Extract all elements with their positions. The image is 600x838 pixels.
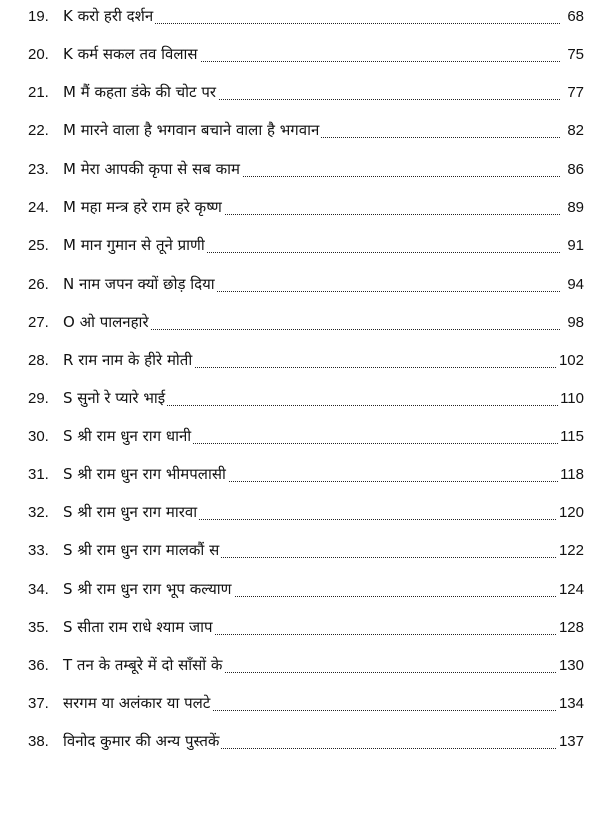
entry-number: 23. xyxy=(28,161,49,178)
entry-number: 21. xyxy=(28,84,49,101)
entry-number: 26. xyxy=(28,276,49,293)
entry-title: M मारने वाला है भगवान बचाने वाला है भगवान xyxy=(63,121,320,139)
entry-title: T तन के तम्बूरे में दो साँसों के xyxy=(63,656,223,674)
entry-title: M महा मन्त्र हरे राम हरे कृष्ण xyxy=(63,198,222,216)
toc-entry xyxy=(0,728,600,756)
entry-title: विनोद कुमार की अन्य पुस्तकें xyxy=(63,732,220,750)
entry-number: 36. xyxy=(28,657,49,674)
entry-title: N नाम जपन क्यों छोड़ दिया xyxy=(63,275,215,293)
entry-title: M मान गुमान से तूने प्राणी xyxy=(63,236,205,254)
entry-number: 33. xyxy=(28,542,49,559)
toc-entry xyxy=(0,499,600,527)
entry-number: 24. xyxy=(28,199,49,216)
toc-entry xyxy=(0,194,600,222)
toc-entry xyxy=(0,3,600,31)
entry-number: 34. xyxy=(28,581,49,598)
entry-number: 37. xyxy=(28,695,49,712)
entry-page-number: 122 xyxy=(558,542,584,559)
entry-page-number: 120 xyxy=(558,504,584,521)
entry-title: S श्री राम धुन राग मालकौं स xyxy=(63,541,220,559)
entry-page-number: 124 xyxy=(558,581,584,598)
entry-number: 35. xyxy=(28,619,49,636)
toc-entry xyxy=(0,385,600,413)
entry-number: 38. xyxy=(28,733,49,750)
entry-title: M मैं कहता डंके की चोट पर xyxy=(63,83,217,101)
entry-page-number: 128 xyxy=(558,619,584,636)
entry-page-number: 77 xyxy=(567,84,584,101)
entry-page-number: 118 xyxy=(560,466,584,483)
toc-entry xyxy=(0,309,600,337)
entry-page-number: 137 xyxy=(558,733,584,750)
entry-number: 27. xyxy=(28,314,49,331)
entry-number: 30. xyxy=(28,428,49,445)
entry-number: 28. xyxy=(28,352,49,369)
entry-title: K करो हरी दर्शन xyxy=(63,7,154,25)
entry-page-number: 98 xyxy=(567,314,584,331)
entry-title: S श्री राम धुन राग भीमपलासी xyxy=(63,465,226,483)
entry-number: 31. xyxy=(28,466,49,483)
toc-entry xyxy=(0,576,600,604)
toc-entry xyxy=(0,614,600,642)
toc-entry xyxy=(0,117,600,145)
toc-entry xyxy=(0,79,600,107)
toc-entry xyxy=(0,271,600,299)
entry-number: 19. xyxy=(28,8,49,25)
entry-number: 25. xyxy=(28,237,49,254)
toc-entry xyxy=(0,690,600,718)
entry-title: R राम नाम के हीरे मोती xyxy=(63,351,193,369)
entry-title: K कर्म सकल तव विलास xyxy=(63,45,198,63)
toc-entry xyxy=(0,537,600,565)
toc-entry xyxy=(0,423,600,451)
entry-number: 29. xyxy=(28,390,49,407)
entry-page-number: 82 xyxy=(567,122,584,139)
entry-page-number: 134 xyxy=(558,695,584,712)
entry-title: सरगम या अलंकार या पलटे xyxy=(63,694,211,712)
entry-title: S सुनो रे प्यारे भाई xyxy=(63,389,166,407)
toc-entry xyxy=(0,41,600,69)
entry-title: S श्री राम धुन राग मारवा xyxy=(63,503,198,521)
entry-page-number: 130 xyxy=(558,657,584,674)
entry-page-number: 115 xyxy=(560,428,584,445)
toc-entry xyxy=(0,156,600,184)
toc-entry xyxy=(0,232,600,260)
toc-entry xyxy=(0,347,600,375)
entry-page-number: 89 xyxy=(567,199,584,216)
entry-page-number: 75 xyxy=(567,46,584,63)
entry-title: O ओ पालनहारे xyxy=(63,313,149,331)
entry-title: S सीता राम राधे श्याम जाप xyxy=(63,618,213,636)
entry-page-number: 68 xyxy=(567,8,584,25)
entry-title: S श्री राम धुन राग भूप कल्याण xyxy=(63,580,232,598)
entry-page-number: 91 xyxy=(567,237,584,254)
toc-entry xyxy=(0,461,600,489)
entry-number: 22. xyxy=(28,122,49,139)
toc-entry xyxy=(0,652,600,680)
entry-page-number: 110 xyxy=(560,390,584,407)
entry-title: M मेरा आपकी कृपा से सब काम xyxy=(63,160,240,178)
entry-number: 32. xyxy=(28,504,49,521)
entry-page-number: 86 xyxy=(567,161,584,178)
entry-page-number: 102 xyxy=(558,352,584,369)
entry-number: 20. xyxy=(28,46,49,63)
entry-page-number: 94 xyxy=(567,276,584,293)
entry-title: S श्री राम धुन राग धानी xyxy=(63,427,192,445)
